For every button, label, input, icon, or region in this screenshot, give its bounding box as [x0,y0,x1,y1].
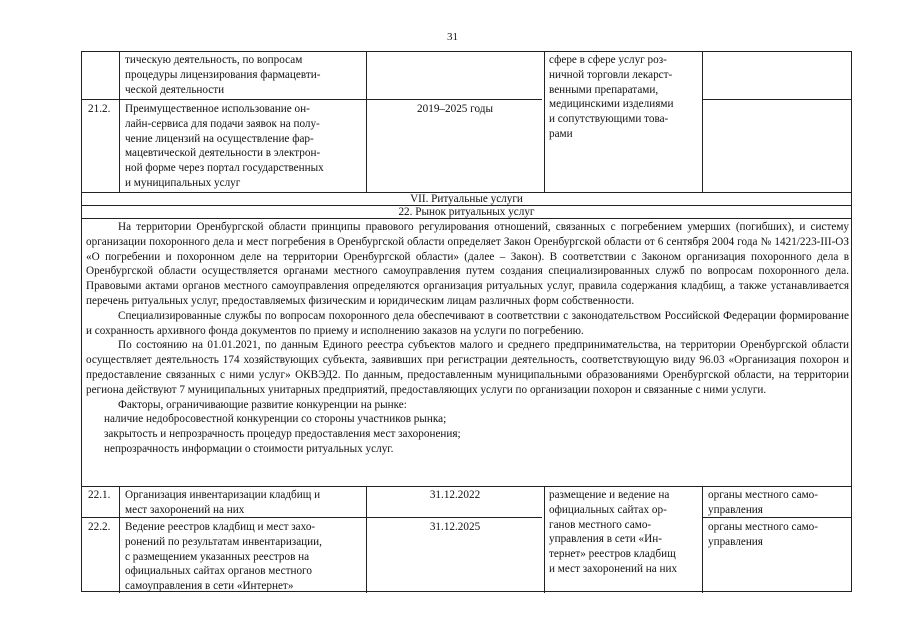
col-divider [366,52,367,192]
prev-row-task: тическую деятельность, по вопросам процедуры лицензирования фармацевти- ческой деятельности [125,54,321,96]
factors-title: Факторы, ограничивающие развитие конкуренции на рынке: [118,398,407,411]
row-22-2-number: 22.2. [88,521,111,533]
narrative-paragraph: На территории Оренбургской области принципы правового регулирования отношений, связанных с погребением умерших (погибших), и систему организации похоронного дела и мест погребения в Оренбургской области определяет Закон Оренбургской области от 6 сентября 2004 года № 1421/223-III-ОЗ «О погребении и похоронном деле на территории Оренбургской области» (далее – Закон). В соответствии с Законом организация похоронного дела в Оренбургской области осуществляется органами местного самоуправления путем создания специализированных служб по вопросам похоронного дела. Правовыми актами органов местного самоуправления определяются организация ритуальных услуг, правила содержания кладбищ, а также устанавливается перечень ритуальных услуг, предоставляемых физическим и юридическим лицам различных форм собственности. [86,221,849,307]
section-heading: VII. Ритуальные услуги [410,193,523,205]
factor-item: непрозрачность информации о стоимости ритуальных услуг. [104,442,394,455]
row-22-2-responsible: органы местного само- управления [708,521,818,548]
row-22-1-result: размещение и ведение на официальных сайтах ор- ганов местного само- управления в сети «Ин- тернет» реестров кладбищ и мест захоронений на них [549,489,678,575]
page-number: 31 [447,31,458,43]
row-22-1-responsible: органы местного само- управления [708,489,818,516]
row-21-2-task: Преимущественное использование он- лайн-сервиса для подачи заявок на полу- чение лицензий на осуществление фар- мацевтической деятельности в электрон- ной форме через портал государственных и муниципальных услуг [125,103,324,189]
market-description [86,220,849,457]
row-divider [702,99,851,100]
col-divider [702,52,703,192]
row-divider [82,218,851,219]
row-divider [82,517,542,518]
row-22-1-number: 22.1. [88,489,111,501]
narrative-paragraph: Специализированные службы по вопросам похоронного дела обеспечивают в соответствии с законодательством Российской Федерации формирование и сохранность архивного фонда документов по приему и исполнению заказов на услуги по погребению. [86,309,849,337]
row-22-1-date: 31.12.2022 [429,489,481,501]
narrative-paragraph: По состоянию на 01.01.2021, по данным Единого реестра субъектов малого и среднего предпринимательства, на территории Оренбургской области осуществляет деятельность 174 хозяйствующих субъекта, заявивших при регистрации деятельность, соответствующую виду 96.03 «Организация похорон и предоставление связанных с ними услуг» ОКВЭД2. По данным, предоставленным муниципальными образованиями Оренбургской области, на территории региона действуют 7 муниципальных унитарных предприятий, предоставляющих услуги по организации похорон и связанные с ними услуги. [86,339,849,396]
row-21-2-number: 21.2. [88,103,111,115]
row-21-2-date: 2019–2025 годы [417,103,493,115]
measures-table [81,51,852,592]
row-divider [82,99,542,100]
factor-item: наличие недобросовестной конкуренции со стороны участников рынка; [104,413,447,426]
row-22-2-task: Ведение реестров кладбищ и мест захо- ронений по результатам инвентаризации, с размещением указанных реестров на официальных сайтах органов местного самоуправления в сети «Интернет» [125,521,322,593]
market-heading: 22. Рынок ритуальных услуг [398,206,535,218]
row-divider [702,517,851,518]
factor-item: закрытость и непрозрачность процедур предоставления мест захоронения; [104,428,461,441]
row-22-1-task: Организация инвентаризации кладбищ и мест захоронений на них [125,489,321,516]
row-22-2-date: 31.12.2025 [429,521,481,533]
prev-row-result: сфере в сфере услуг роз- ничной торговли лекарст- венными препаратами, медицинскими изделиями и сопутствующими това- рами [549,54,674,140]
